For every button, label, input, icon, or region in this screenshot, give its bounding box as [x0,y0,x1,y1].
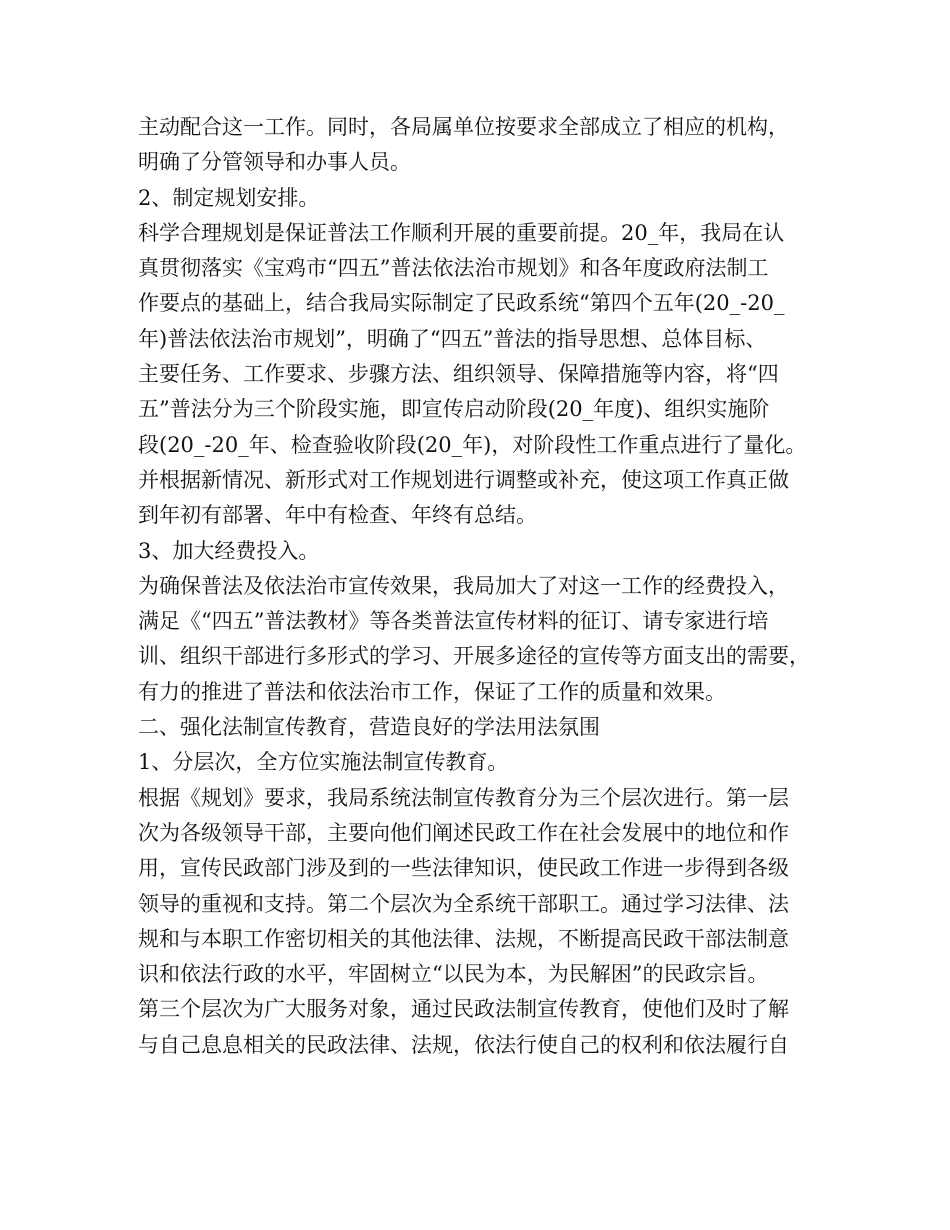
text-line: 规和与本职工作密切相关的其他法律、法规，不断提高民政干部法制意 [138,926,789,951]
text-line: 根据《规划》要求，我局系统法制宣传教育分为三个层次进行。第一层 [138,785,789,810]
text-line: 并根据新情况、新形式对工作规划进行调整或补充，使这项工作真正做 [138,467,789,492]
text-line: 主要任务、工作要求、步骤方法、组织领导、保障措施等内容，将“四 [138,362,779,387]
text-line: 明确了分管领导和办事人员。 [138,150,411,175]
text-line: 有力的推进了普法和依法治市工作，保证了工作的质量和效果。 [138,679,726,704]
section-heading: 2、制定规划安排。 [138,185,320,210]
text-line: 次为各级领导干部，主要向他们阐述民政工作在社会发展中的地位和作 [138,820,789,845]
text-line: 作要点的基础上，结合我局实际制定了民政系统“第四个五年(20_-20_ [138,291,785,316]
text-line: 训、组织干部进行多形式的学习、开展多途径的宣传等方面支出的需要， [138,644,810,669]
text-line: 主动配合这一工作。同时，各局属单位按要求全部成立了相应的机构， [138,115,789,139]
text-line: 段(20_-20_年、检查验收阶段(20_年)，对阶段性工作重点进行了量化。 [138,432,807,457]
text-line: 到年初有部署、年中有检查、年终有总结。 [138,503,537,528]
text-line: 用，宣传民政部门涉及到的一些法律知识，使民政工作进一步得到各级 [138,856,789,881]
text-line: 第三个层次为广大服务对象，通过民政法制宣传教育，使他们及时了解 [138,997,789,1022]
document-page [138,110,838,1063]
text-line: 真贯彻落实《宝鸡市“四五”普法依法治市规划》和各年度政府法制工 [138,256,769,281]
text-line: 年)普法依法治市规划”，明确了“四五”普法的指导思想、总体目标、 [138,326,767,351]
text-line: 五”普法分为三个阶段实施，即宣传启动阶段(20_年度)、组织实施阶 [138,397,770,422]
section-heading: 1、分层次，全方位实施法制宣传教育。 [138,750,509,775]
section-heading: 3、加大经费投入。 [138,538,320,563]
text-line: 满足《“四五”普法教材》等各类普法宣传材料的征订、请专家进行培 [138,609,769,634]
text-line: 科学合理规划是保证普法工作顺利开展的重要前提。20_年，我局在认 [138,220,785,245]
text-line: 识和依法行政的水平，牢固树立“以民为本，为民解困”的民政宗旨。 [138,962,769,987]
text-line: 领导的重视和支持。第二个层次为全系统干部职工。通过学习法律、法 [138,891,789,916]
section-heading: 二、强化法制宣传教育，营造良好的学法用法氛围 [138,715,600,740]
text-line: 为确保普法及依法治市宣传效果，我局加大了对这一工作的经费投入， [138,573,789,598]
text-line: 与自己息息相关的民政法律、法规，依法行使自己的权利和依法履行自 [138,1032,789,1057]
